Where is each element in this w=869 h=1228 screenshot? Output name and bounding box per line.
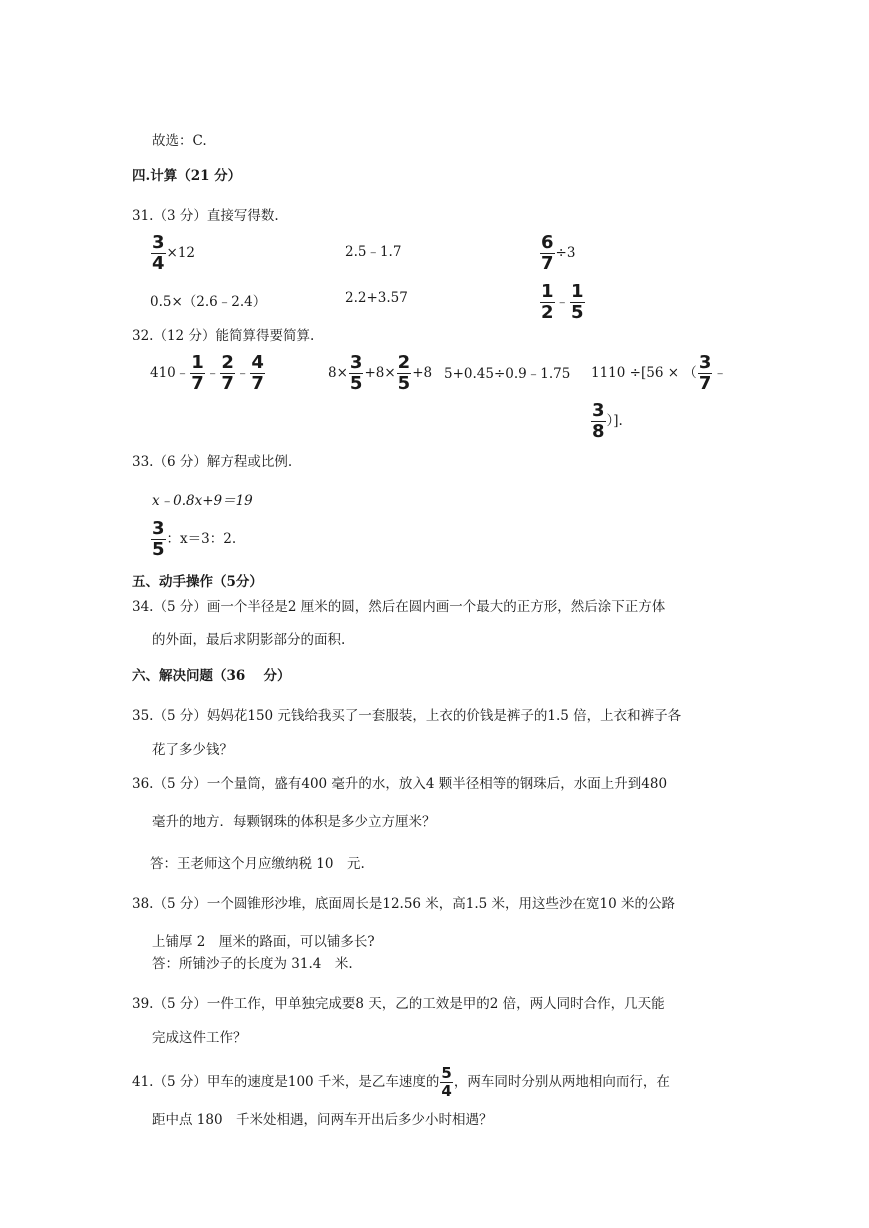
q38-answer: 答：所铺沙子的长度为 31.4 米. (152, 956, 353, 972)
q36-line-2: 毫升的地方．每颗钢珠的体积是多少立方厘米？ (152, 814, 436, 830)
fraction-denominator: 7 (191, 373, 204, 394)
section-6-title: 六、解决问题（36 分） (132, 668, 291, 684)
fraction-3-4 (151, 234, 166, 273)
fraction-denominator: 7 (251, 373, 264, 394)
question-32: 32.（12 分）能简算得要简算. (132, 328, 315, 344)
fraction-4-7 (250, 354, 265, 393)
fraction-denominator: 8 (592, 421, 605, 442)
q32-b-part1: 8× (328, 365, 348, 381)
fraction-numerator: 1 (191, 352, 204, 373)
question-31: 31.（3 分）直接写得数. (132, 208, 279, 224)
minus-sign: ﹣ (713, 365, 727, 381)
q31-item-a (150, 234, 195, 273)
q32-b-part3: +8 (412, 365, 433, 381)
answer-choice-text: 故选：C. (152, 133, 207, 149)
fraction-numerator: 3 (592, 400, 605, 421)
minus-sign: ﹣ (235, 365, 250, 381)
q34-line-1: 34.（5 分）画一个半径是2 厘米的圆，然后在圆内画一个最大的正方形，然后涂下正方体 (132, 599, 666, 615)
q41-line-1-start: 41.（5 分）甲车的速度是100 千米，是乙车速度的 (132, 1074, 440, 1090)
fraction-3-5 (349, 354, 364, 393)
fraction-1-7 (190, 354, 205, 393)
fraction-denominator: 5 (397, 373, 411, 394)
fraction-numerator: 2 (221, 352, 234, 373)
fraction-numerator: 1 (541, 281, 554, 302)
section-5-title: 五、动手操作（5分） (132, 574, 263, 590)
fraction-1-2 (540, 283, 555, 322)
q39-line-1: 39.（5 分）一件工作，甲单独完成要8 天，乙的工效是甲的2 倍，两人同时合作，几天能 (132, 996, 665, 1012)
answer-choice-line (152, 129, 207, 149)
q41-line-1 (132, 1066, 670, 1099)
q35-line-2: 花了多少钱？ (152, 742, 233, 758)
q33-b-rest: ：x＝3：2. (166, 531, 237, 547)
fraction-numerator: 3 (349, 352, 363, 373)
fraction-numerator: 1 (571, 281, 584, 302)
q41-line-2: 距中点 180 千米处相遇，问两车开出后多少小时相遇？ (152, 1112, 493, 1128)
q32-b-part2: +8× (364, 365, 396, 381)
fraction-numerator: 5 (441, 1064, 452, 1082)
minus-sign: ﹣ (205, 365, 220, 381)
fraction-3-5 (151, 520, 166, 559)
fraction-denominator: 7 (698, 373, 712, 394)
q32-item-b (328, 354, 432, 393)
q31-item-b: 2.5﹣1.7 (345, 244, 402, 260)
q32-item-d-cont (590, 402, 623, 441)
q32-item-c: 5+0.45÷0.9﹣1.75 (444, 366, 571, 382)
fraction-numerator: 3 (152, 518, 165, 539)
q31-item-d: 0.5×（2.6﹣2.4） (150, 294, 267, 310)
tax-answer: 答：王老师这个月应缴纳税 10 元. (150, 856, 365, 872)
question-33: 33.（6 分）解方程或比例. (132, 454, 293, 470)
fraction-denominator: 2 (541, 302, 554, 323)
fraction-numerator: 3 (698, 352, 712, 373)
fraction-denominator: 5 (349, 373, 363, 394)
fraction-numerator: 4 (251, 352, 264, 373)
q38-line-2: 上铺厚 2 厘米的路面，可以铺多长? (152, 934, 375, 950)
q36-line-1: 36.（5 分）一个量筒，盛有400 毫升的水，放入4 颗半径相等的钢珠后，水面上升到480 (132, 776, 668, 792)
q31-item-c (539, 234, 575, 273)
section-4-title: 四.计算（21 分） (132, 168, 242, 184)
fraction-denominator: 4 (152, 253, 165, 274)
q33-equation-b (150, 520, 236, 559)
fraction-3-7 (698, 354, 713, 393)
q34-line-2: 的外面，最后求阴影部分的面积. (152, 632, 346, 648)
q31-c-operator: ÷3 (555, 245, 576, 261)
q32-a-start: 410﹣ (150, 365, 190, 381)
fraction-2-5 (397, 354, 412, 393)
fraction-denominator: 4 (441, 1082, 452, 1100)
fraction-6-7 (540, 234, 555, 273)
q31-item-e: 2.2+3.57 (345, 290, 408, 306)
fraction-denominator: 5 (571, 302, 584, 323)
q38-line-1: 38.（5 分）一个圆锥形沙堆，底面周长是12.56 米，高1.5 米，用这些沙在宽10 米的公路 (132, 896, 676, 912)
fraction-1-5 (570, 283, 585, 322)
fraction-numerator: 6 (541, 232, 554, 253)
q39-line-2: 完成这件工作？ (152, 1030, 247, 1046)
fraction-denominator: 7 (221, 373, 234, 394)
fraction-5-4 (440, 1066, 452, 1099)
q33-equation-a: x﹣0.8x+9＝19 (152, 493, 253, 509)
q32-item-d (591, 354, 727, 393)
q31-a-operator: ×12 (166, 245, 196, 261)
q41-line-1-end: ，两车同时分别从两地相向而行，在 (453, 1074, 670, 1090)
fraction-numerator: 3 (152, 232, 165, 253)
fraction-denominator: 5 (152, 539, 165, 560)
q32-item-a (150, 354, 266, 393)
fraction-3-8 (591, 402, 606, 441)
q31-item-f (539, 283, 586, 322)
minus-sign: ﹣ (555, 294, 570, 310)
q35-line-1: 35.（5 分）妈妈花150 元钱给我买了一套服装，上衣的价钱是裤子的1.5 倍，上衣和裤子各 (132, 708, 682, 724)
fraction-numerator: 2 (397, 352, 411, 373)
fraction-denominator: 7 (541, 253, 554, 274)
fraction-2-7 (220, 354, 235, 393)
q32-d-start: 1110 ÷[56 × （ (591, 365, 697, 381)
q32-d-close: ）]. (606, 413, 623, 429)
